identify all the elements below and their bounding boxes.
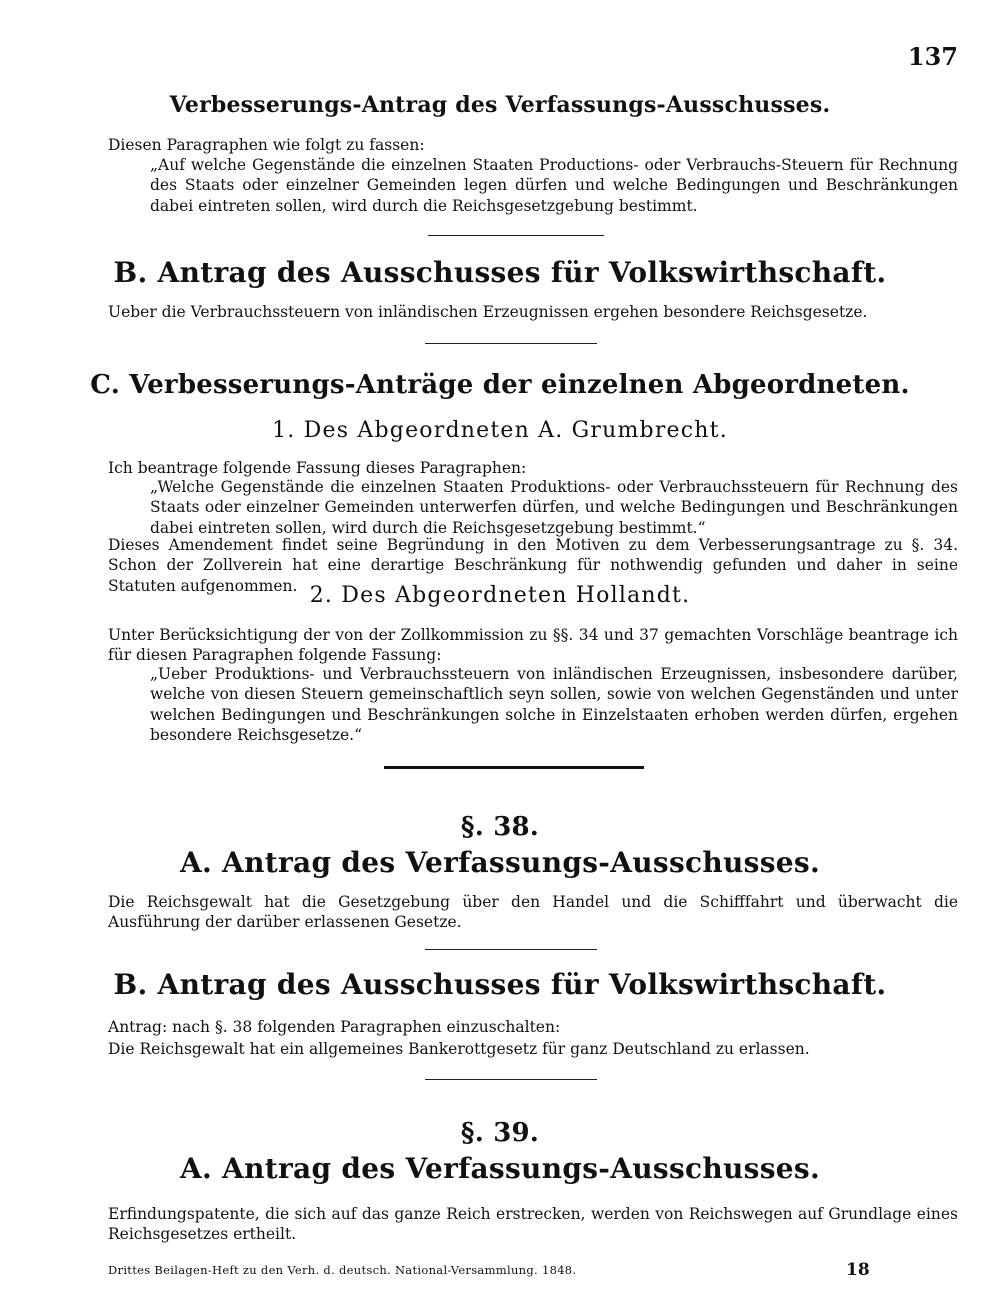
volkswirthschaft-text: Ueber die Verbrauchssteuern von inländischen Erzeugnissen ergehen besondere Reichsgesetze. [108,303,868,321]
hollandt-quote: „Ueber Produktions- und Verbrauchssteuern von inländischen Erzeugnissen, insbesondere darüber, welche von diesen Steuern gemeinschaftlich seyn sollen, sowie von welchen Gegenständen und unter welchen Bedingungen und Beschränkungen solche in Einzelstaaten erhoben werden dürfen, ergehen besondere Reichsgesetze.“ [150,665,958,744]
subheading-hollandt: 2. Des Abgeordneten Hollandt. [309,583,691,608]
section-title-einzelne-abgeordnete: C. Verbesserungs-Anträge der einzelnen Abgeordneten. [90,370,910,400]
section-title-38-b: B. Antrag des Ausschusses für Volkswirthschaft. [113,968,887,1001]
footer-source: Drittes Beilagen-Heft zu den Verh. d. deutsch. National-Versammlung. 1848. [108,1263,577,1277]
quoted-proposal: „Auf welche Gegenstände die einzelnen Staaten Productions- oder Verbrauchs-Steuern für Rechnung des Staats oder einzelner Gemeinden legen dürfen und welche Bedingungen und Beschränkungen dabei eintreten sollen, wird durch die Reichsgesetzgebung bestimmt. [150,156,958,215]
paragraph-38-text: Die Reichsgewalt hat die Gesetzgebung über den Handel und die Schifffahrt und überwacht die Ausführung der darüber erlassenen Gesetze. [108,893,958,932]
paragraph-38-b-text: Die Reichsgewalt hat ein allgemeines Bankerottgesetz für ganz Deutschland zu erlassen. [108,1040,810,1058]
paragraph-38-b-intro: Antrag: nach §. 38 folgenden Paragraphen einzuschalten: [108,1018,561,1036]
paragraph-heading-38: §. 38. [460,812,540,842]
divider [428,235,604,236]
page-number: 137 [907,42,958,71]
section-title-volkswirthschaft: B. Antrag des Ausschusses für Volkswirthschaft. [113,256,887,289]
thick-divider [384,766,644,769]
grumbrecht-intro: Ich beantrage folgende Fassung dieses Paragraphen: [108,459,527,477]
grumbrecht-quote: „Welche Gegenstände die einzelnen Staaten Produktions- oder Verbrauchssteuern für Rechnung des Staats oder einzelner Gemeinden unterwerfen dürfen, und welche Bedingungen und Beschränkungen dabei eintreten sollen, wird durch die Reichsgesetzgebung bestimmt.“ [150,478,958,537]
hollandt-intro: Unter Berücksichtigung der von der Zollkommission zu §§. 34 und 37 gemachten Vorschläge beantrage ich für diesen Paragraphen folgende Fassung: [108,626,958,665]
intro-text: Diesen Paragraphen wie folgt zu fassen: [108,136,425,154]
paragraph-heading-39: §. 39. [460,1118,540,1148]
footer-sheet-number: 18 [846,1260,870,1280]
grumbrecht-note: Dieses Amendement findet seine Begründung in den Motiven zu dem Verbesserungsantrage zu §. 34. Schon der Zollverein hat eine derartige Beschränkung für nothwendig gefunden und daher in seine Statuten aufgenommen. [108,536,958,595]
section-title-verbesserungs-antrag: Verbesserungs-Antrag des Verfassungs-Ausschusses. [169,92,831,118]
divider [425,949,597,950]
subheading-grumbrecht: 1. Des Abgeordneten A. Grumbrecht. [272,418,728,443]
divider [425,343,597,344]
section-title-39-a: A. Antrag des Verfassungs-Ausschusses. [179,1152,821,1185]
divider [425,1079,597,1080]
paragraph-39-text: Erfindungspatente, die sich auf das ganze Reich erstrecken, werden von Reichswegen auf Grundlage eines Reichsgesetzes ertheilt. [108,1205,958,1244]
section-title-38-a: A. Antrag des Verfassungs-Ausschusses. [179,846,821,879]
